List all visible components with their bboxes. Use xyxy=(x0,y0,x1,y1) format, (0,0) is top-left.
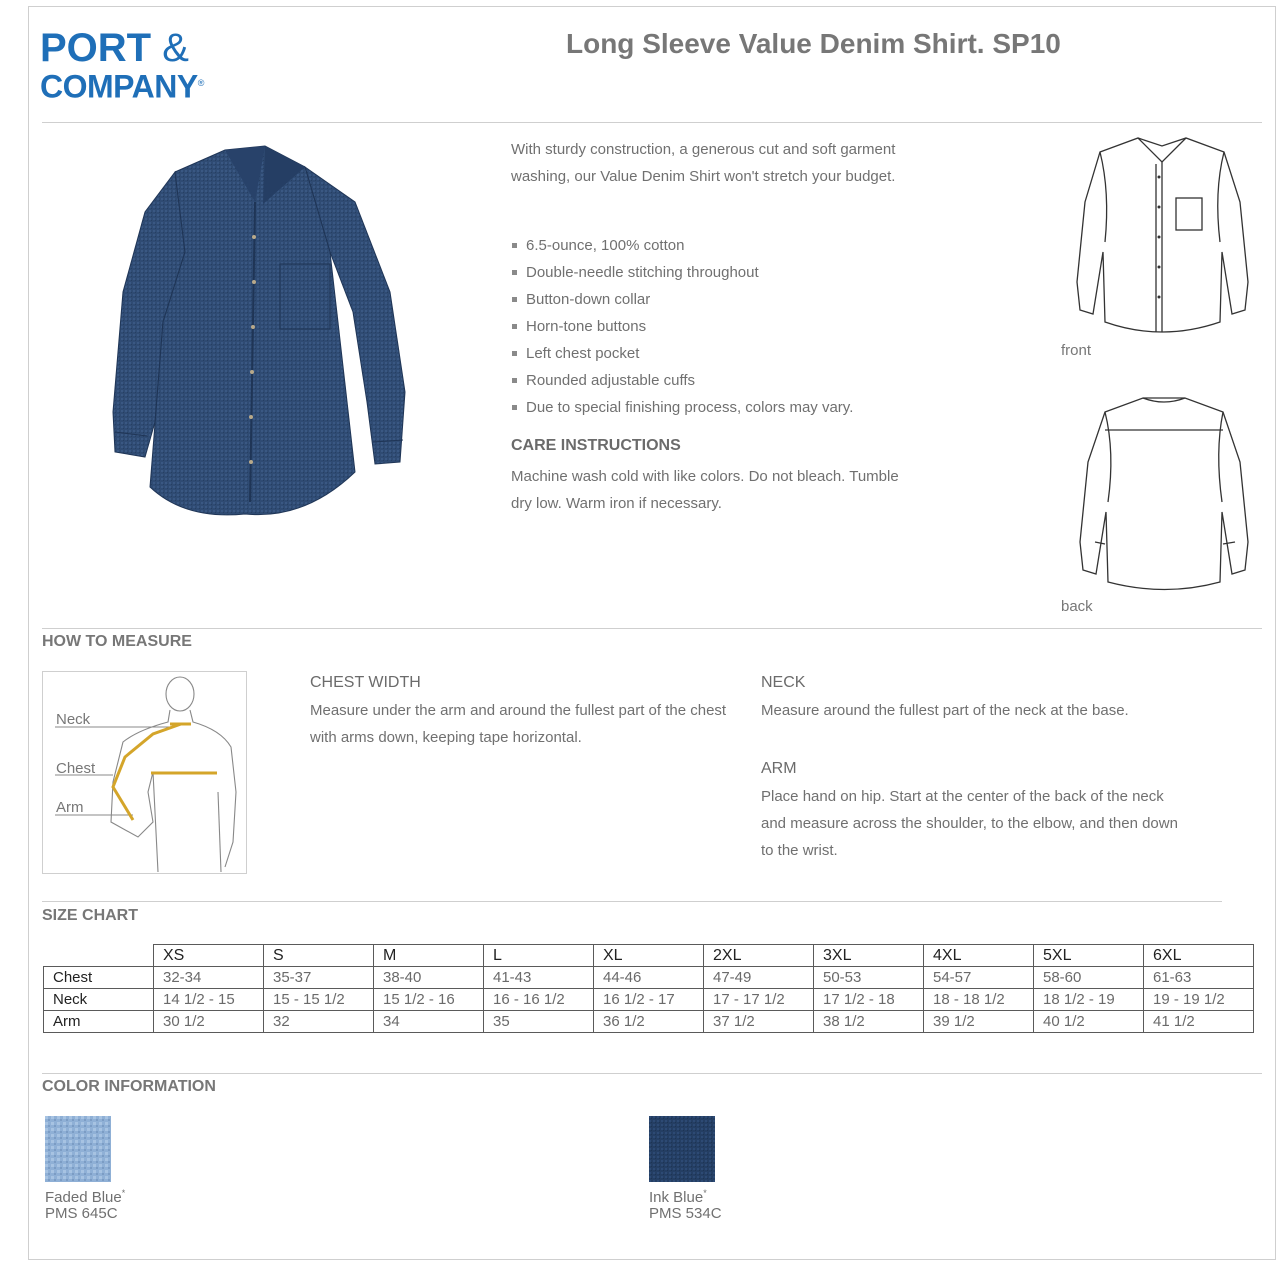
table-cell: 34 xyxy=(374,1011,484,1033)
table-cell: 38 1/2 xyxy=(814,1011,924,1033)
shirt-back-sketch xyxy=(1075,392,1255,597)
faded-blue-swatch xyxy=(45,1116,111,1182)
feature-list xyxy=(511,232,931,421)
size-col-header: 2XL xyxy=(704,945,814,967)
size-col-header: 4XL xyxy=(924,945,1034,967)
table-cell: 16 - 16 1/2 xyxy=(484,989,594,1011)
size-col-header: XS xyxy=(154,945,264,967)
color-pms: PMS 645C xyxy=(45,1205,118,1222)
table-cell: 17 1/2 - 18 xyxy=(814,989,924,1011)
table-row xyxy=(44,1011,1254,1033)
row-label-neck: Neck xyxy=(44,989,154,1011)
figure-label-neck: Neck xyxy=(56,711,91,728)
feature-item: Due to special finishing process, colors may vary. xyxy=(511,394,931,421)
table-cell: 30 1/2 xyxy=(154,1011,264,1033)
measure-figure xyxy=(42,671,247,874)
neck-text: Measure around the fullest part of the neck at the base. xyxy=(761,702,1129,719)
size-col-header: M xyxy=(374,945,484,967)
table-cell: 58-60 xyxy=(1034,967,1144,989)
size-header-row xyxy=(44,945,1254,967)
table-cell: 15 - 15 1/2 xyxy=(264,989,374,1011)
feature-item: Double-needle stitching throughout xyxy=(511,259,931,286)
table-cell: 44-46 xyxy=(594,967,704,989)
table-cell: 16 1/2 - 17 xyxy=(594,989,704,1011)
table-cell: 32 xyxy=(264,1011,374,1033)
table-cell: 50-53 xyxy=(814,967,924,989)
product-description: With sturdy construction, a generous cut and soft garment washing, our Value Denim Shirt won't stretch your budget. xyxy=(511,141,896,185)
table-cell: 35 xyxy=(484,1011,594,1033)
logo-line1: PORT xyxy=(40,26,152,70)
shirt-front-sketch xyxy=(1070,132,1255,342)
table-cell: 32-34 xyxy=(154,967,264,989)
logo-line2: COMPANY xyxy=(40,68,198,105)
color-name: Faded Blue xyxy=(45,1189,122,1206)
feature-item: Rounded adjustable cuffs xyxy=(511,367,931,394)
table-row xyxy=(44,989,1254,1011)
figure-label-chest: Chest xyxy=(56,760,96,777)
table-cell: 36 1/2 xyxy=(594,1011,704,1033)
arm-text: Place hand on hip. Start at the center of the back of the neck and measure across the shoulder, to the elbow, and then down to the wrist. xyxy=(761,788,1178,859)
denim-shirt-photo xyxy=(105,142,415,522)
color-mark: * xyxy=(121,1188,126,1198)
size-col-header: S xyxy=(264,945,374,967)
table-cell: 41-43 xyxy=(484,967,594,989)
ink-blue-label xyxy=(649,1185,722,1222)
table-row xyxy=(44,967,1254,989)
divider xyxy=(42,1073,1262,1074)
faded-blue-texture xyxy=(45,1116,111,1182)
feature-item: 6.5-ounce, 100% cotton xyxy=(511,232,931,259)
ink-blue-swatch xyxy=(649,1116,715,1182)
table-cell: 15 1/2 - 16 xyxy=(374,989,484,1011)
table-cell: 14 1/2 - 15 xyxy=(154,989,264,1011)
size-col-header: 6XL xyxy=(1144,945,1254,967)
divider xyxy=(42,901,1222,902)
product-title: Long Sleeve Value Denim Shirt. SP10 xyxy=(566,28,1061,59)
size-col-header: L xyxy=(484,945,594,967)
port-company-logo xyxy=(40,26,204,105)
row-label-arm: Arm xyxy=(44,1011,154,1033)
arm-title: ARM xyxy=(761,760,797,777)
chest-width-title: CHEST WIDTH xyxy=(310,674,421,691)
table-cell: 35-37 xyxy=(264,967,374,989)
table-cell: 17 - 17 1/2 xyxy=(704,989,814,1011)
size-chart-heading: SIZE CHART xyxy=(42,907,138,924)
color-mark: * xyxy=(703,1188,707,1198)
table-cell: 39 1/2 xyxy=(924,1011,1034,1033)
feature-item: Button-down collar xyxy=(511,286,931,313)
front-label: front xyxy=(1061,342,1092,359)
table-cell: 41 1/2 xyxy=(1144,1011,1254,1033)
faded-blue-label xyxy=(45,1185,125,1222)
table-cell: 54-57 xyxy=(924,967,1034,989)
color-information-heading: COLOR INFORMATION xyxy=(42,1078,216,1095)
feature-item: Left chest pocket xyxy=(511,340,931,367)
feature-item: Horn-tone buttons xyxy=(511,313,931,340)
table-cell: 18 1/2 - 19 xyxy=(1034,989,1144,1011)
table-cell: 40 1/2 xyxy=(1034,1011,1144,1033)
neck-title: NECK xyxy=(761,674,806,691)
how-to-measure-heading: HOW TO MEASURE xyxy=(42,633,192,650)
logo-ampersand: & xyxy=(162,26,189,70)
color-pms: PMS 534C xyxy=(649,1205,722,1222)
table-cell: 37 1/2 xyxy=(704,1011,814,1033)
table-cell: 61-63 xyxy=(1144,967,1254,989)
table-corner xyxy=(44,945,154,967)
divider xyxy=(42,628,1262,629)
row-label-chest: Chest xyxy=(44,967,154,989)
size-col-header: XL xyxy=(594,945,704,967)
color-name: Ink Blue xyxy=(649,1189,704,1206)
size-col-header: 5XL xyxy=(1034,945,1144,967)
divider xyxy=(42,122,1262,123)
ink-blue-texture xyxy=(649,1116,715,1182)
logo-registered: ® xyxy=(197,78,204,88)
care-heading: CARE INSTRUCTIONS xyxy=(511,437,681,454)
chest-width-text: Measure under the arm and around the fullest part of the chest with arms down, keeping tape horizontal. xyxy=(310,702,727,746)
care-text: Machine wash cold with like colors. Do not bleach. Tumble dry low. Warm iron if necessary. xyxy=(511,468,899,512)
figure-label-arm: Arm xyxy=(56,799,84,816)
table-cell: 38-40 xyxy=(374,967,484,989)
size-chart-table xyxy=(43,944,1254,1033)
back-label: back xyxy=(1061,598,1093,615)
table-cell: 18 - 18 1/2 xyxy=(924,989,1034,1011)
size-col-header: 3XL xyxy=(814,945,924,967)
table-cell: 19 - 19 1/2 xyxy=(1144,989,1254,1011)
table-cell: 47-49 xyxy=(704,967,814,989)
